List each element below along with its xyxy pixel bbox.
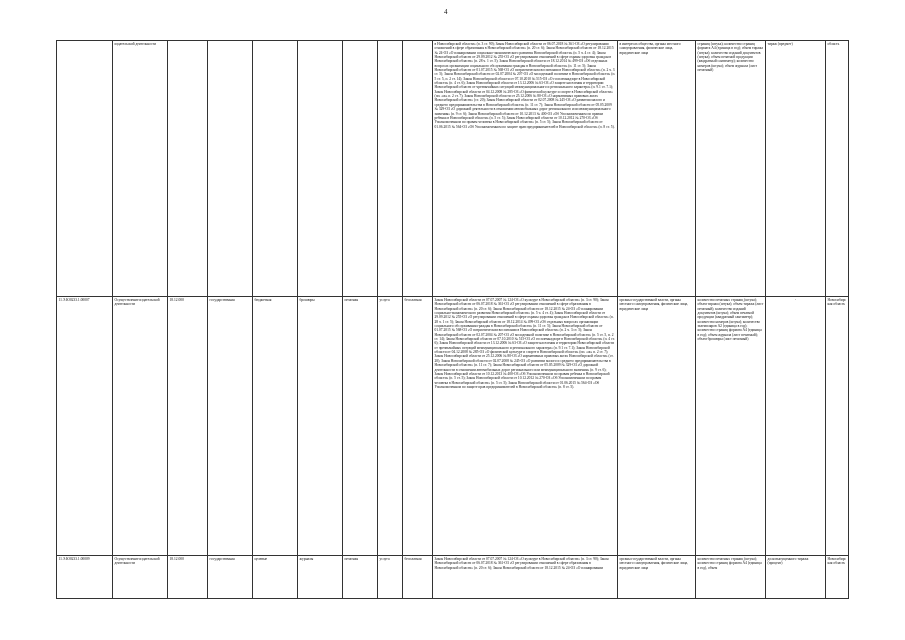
payment-cell: услуга	[378, 297, 403, 556]
registry-table	[56, 40, 849, 599]
budget-cell: бюджетная	[253, 297, 298, 556]
quality-cell: -	[766, 297, 826, 556]
payment-cell: услуга	[378, 556, 403, 599]
okved-cell: 18.12.000	[168, 556, 208, 599]
okved-cell: 18.12.000	[168, 297, 208, 556]
form-cell: журналы	[298, 556, 343, 599]
scope-cell: Новосибирская область	[826, 556, 849, 599]
payment-cell	[378, 41, 403, 297]
form-cell	[298, 41, 343, 297]
table-row	[57, 297, 849, 556]
consumers-cell: в интересах общества, органы местного самоуправления, физические лица, юридические лица	[618, 41, 696, 297]
activity-cell: Осуществление издательской деятельности	[113, 556, 168, 599]
law-cell: в Новосибирской области» (п. 3 ст. 90); Закон Новосибирской области от 06.07.2018 № 361-ОЗ «О регулировании отношений в сфере образования в Новосибирской области» (п. 20 ст. 6); Закон Новосибирской области от 18.12.2015 № 24-ОЗ «О планировании социально-экономического развития Новосибирской области» (п. 5 ч. 4 ст. 4); Закон Новосибирской области от 29.09.2012 № 255-ОЗ «О регулировании отношений в сфере охраны здоровья граждан в Новосибирской области» (п. 28 ч. 1 ст. 5); Закон Новосибирской области от 18.12.2014 № 499-ОЗ «Об отдельных вопросах организации социального обслуживания граждан в Новосибирской области» (п. 11 ст. 5); Закон Новосибирской области от 01.07.2015 № 568-ОЗ «О патриотическом воспитании в Новосибирской области» (п. 2 ч. 3 ст. 5); Закон Новосибирской области от 02.07.2004 № 207-ОЗ «О молодежной политике в Новосибирской области» (п. 5 ст. 5, п. 2 ст. 14); Закон Новосибирской области от 07.10.2010 № 515-ОЗ «О госплемнадзоре в Новосибирской области» (п. 4 ст. 6); Закон Новосибирской области от 13.12.2006 № 63-ОЗ «О защите населения и территории Новосибирской области от чрезвычайных ситуаций межмуниципального и регионального характера» (п. 9.1 ст. 7.1); Закон Новосибирской области от 04.12.2008 № 285-ОЗ «О физической культуре и спорте в Новосибирской области» (пп. «ж» п. 2 ст. 7); Закон Новосибирской области от 25.12.2006 № 80-ОЗ «О нормативных правовых актах Новосибирской области» (ст. 20); Закон Новосибирской области от 02.07.2008 № 245-ОЗ «О развитии малого и среднего предпринимательства в Новосибирской области» (п. 11 ст. 7); Закон Новосибирской области от 05.05.2009 № 329-ОЗ «О дорожной деятельности в отношении автомобильных дорог регионального или межмуниципального значения» (п. 9 ст. 6); Закон Новосибирской области от 10.12.2013 № 400-ОЗ «Об Уполномоченном по правам ребенка в Новосибирской области» (п. 5 ст. 5); Закон Новосибирской области от 10.12.2012 № 270-ОЗ «Об Уполномоченном по правам человека в Новосибирской области» (п. 5 ст. 5); Закон Новосибирской области от 01.06.2015 № 564-ОЗ «Об Уполномоченном по защите прав предпринимателей в Новосибирской области» (п. 8 ст. 5).	[433, 41, 618, 297]
periodicity-cell	[343, 41, 378, 297]
scope-cell: область	[826, 41, 849, 297]
budget-cell: целевые	[253, 556, 298, 599]
budget-cell	[253, 41, 298, 297]
law-cell: Закон Новосибирской области от 07.07.2007 № 124-ОЗ «О культуре в Новосибирской области» (п. 3 ст. 90); Закон Новосибирской области от 06.07.2018 № 361-ОЗ «О регулировании отношений в сфере образования в Новосибирской области» (п. 20 ст. 6); Закон Новосибирской области от 18.12.2015 № 24-ОЗ «О планировании социально-экономического развития Новосибирской области» (п. 5 ч. 4 ст. 4); Закон Новосибирской области от 29.09.2012 № 255-ОЗ «О регулировании отношений в сфере охраны здоровья граждан в Новосибирской области» (п. 28 ч. 1 ст. 5); Закон Новосибирской области от 18.12.2014 № 499-ОЗ «Об отдельных вопросах организации социального обслуживания граждан в Новосибирской области» (п. 11 ст. 5); Закон Новосибирской области от 01.07.2015 № 568-ОЗ «О патриотическом воспитании в Новосибирской области» (п. 2 ч. 3 ст. 5); Закон Новосибирской области от 02.07.2004 № 207-ОЗ «О молодежной политике в Новосибирской области» (п. 5 ст. 5, п. 2 ст. 14); Закон Новосибирской области от 07.10.2010 № 515-ОЗ «О госплемнадзоре в Новосибирской области» (п. 4 ст. 6); Закон Новосибирской области от 13.12.2006 № 63-ОЗ «О защите населения и территории Новосибирской области от чрезвычайных ситуаций межмуниципального и регионального характера» (п. 9.1 ст. 7.1); Закон Новосибирской области от 04.12.2008 № 285-ОЗ «О физической культуре и спорте в Новосибирской области» (пп. «ж» п. 2 ст. 7); Закон Новосибирской области от 25.12.2006 № 80-ОЗ «О нормативных правовых актах Новосибирской области» (ст. 20); Закон Новосибирской области от 02.07.2008 № 245-ОЗ «О развитии малого и среднего предпринимательства в Новосибирской области» (п. 11 ст. 7); Закон Новосибирской области от 05.05.2009 № 329-ОЗ «О дорожной деятельности в отношении автомобильных дорог регионального или межмуниципального значения» (п. 9 ст. 6); Закон Новосибирской области от 10.12.2013 № 400-ОЗ «Об Уполномоченном по правам ребенка в Новосибирской области» (п. 5 ст. 5); Закон Новосибирской области от 10.12.2012 № 270-ОЗ «Об Уполномоченном по правам человека в Новосибирской области» (п. 5 ст. 5); Закон Новосибирской области от 01.06.2015 № 564-ОЗ «Об Уполномоченном по защите прав предпринимателей в Новосибирской области» (п. 8 ст. 5).	[433, 297, 618, 556]
consumers-cell: органы государственной власти, органы местного самоуправления, физические лица, юридические лица	[618, 556, 696, 599]
activity-cell: Осуществление издательской деятельности	[113, 297, 168, 556]
indicators-cell: количество печатных страниц (штука); количество страниц формата А4 (единица в год), объем	[696, 556, 766, 599]
ownership-cell: государственная	[208, 297, 253, 556]
indicators-cell: количество печатных страниц (штука); объем тиража (штука); объем тиража (лист печатный); количество изданий документов (штука); объем печатной продукции (квадратный сантиметр); количество номеров (штука); количество экземпляров А2 (единица в год); количество страниц формата А4 (единица в год); объем журнала (лист печатный); объем брошюры (лист печатный)	[696, 297, 766, 556]
scope-cell: Новосибирская область	[826, 297, 849, 556]
table-row	[57, 556, 849, 599]
ownership-cell: государственная	[208, 556, 253, 599]
quality-cell: доля выпущенного тиража (процент)	[766, 556, 826, 599]
indicators-cell: страниц (штука); количество страниц формата А4 (единица в год); объем тиража (штука); количество изданий документов (штука); объем печатной продукции (квадратный сантиметр); количество номеров (штука); объем журнала (лист печатный)	[696, 41, 766, 297]
ownership-cell	[208, 41, 253, 297]
quality-cell: тираж (предмет)	[766, 41, 826, 297]
form-cell: брошюры	[298, 297, 343, 556]
code-cell: 11.Э.Ю0233.1.00009	[57, 556, 113, 599]
periodicity-cell: печатная	[343, 297, 378, 556]
okved-cell	[168, 41, 208, 297]
law-cell: Закон Новосибирской области от 07.07.2007 № 124-ОЗ «О культуре в Новосибирской области» (п. 3 ст. 90); Закон Новосибирской области от 06.07.2018 № 361-ОЗ «О регулировании отношений в сфере образования в Новосибирской области» (п. 20 ст. 6); Закон Новосибирской области от 18.12.2015 № 24-ОЗ «О планировании	[433, 556, 618, 599]
free-cell: бесплатная	[403, 556, 433, 599]
periodicity-cell: печатная	[343, 556, 378, 599]
consumers-cell: органы государственной власти, органы местного самоуправления, физические лица, юридические лица	[618, 297, 696, 556]
activity-cell: издательской деятельности	[113, 41, 168, 297]
free-cell	[403, 41, 433, 297]
free-cell: бесплатная	[403, 297, 433, 556]
table-row	[57, 41, 849, 297]
page-number: 4	[444, 8, 448, 16]
code-cell: 11.Э.Ю0233.1.00007	[57, 297, 113, 556]
code-cell	[57, 41, 113, 297]
